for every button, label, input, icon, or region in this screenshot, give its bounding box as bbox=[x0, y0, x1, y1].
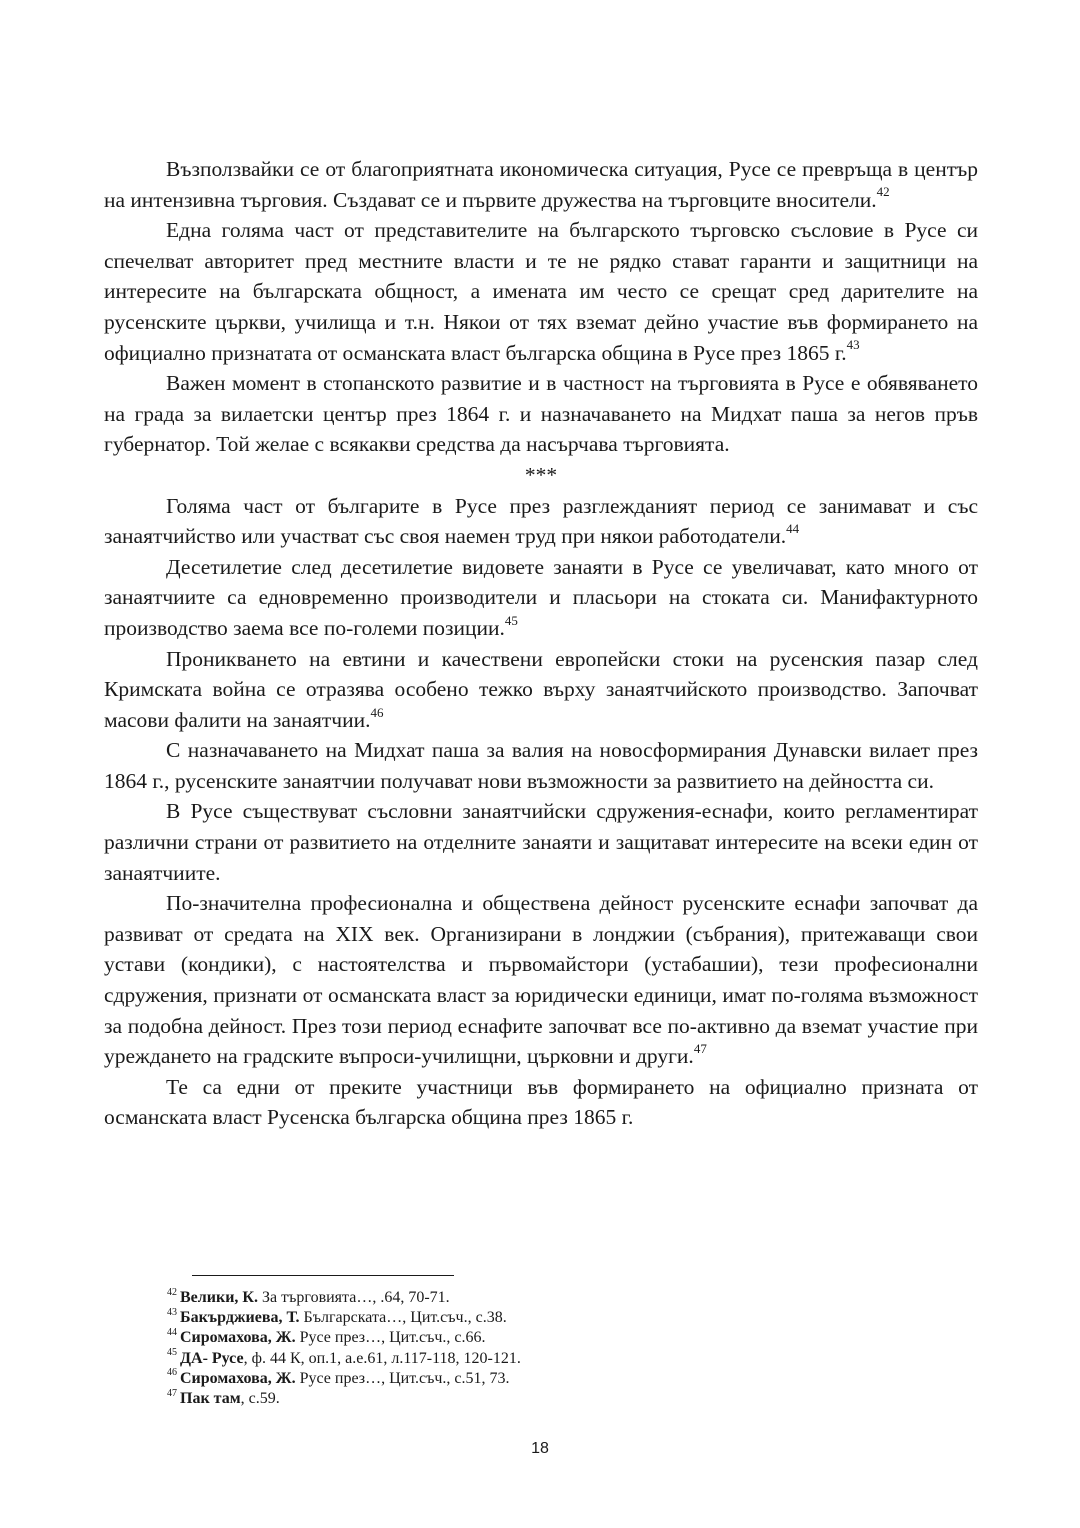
footnote-ref: 44 bbox=[786, 520, 800, 536]
footnote-divider bbox=[192, 1275, 454, 1276]
paragraph bbox=[104, 368, 978, 460]
body-text bbox=[104, 154, 978, 1133]
footnote-text: Русе през…, Цит.съч., с.66. bbox=[295, 1329, 486, 1347]
paragraph-text: Проникването на евтини и качествени европейски стоки на русенския пазар след Кримската война се отразява особено тежко върху занаятчийското производство. Започват масови фалити на занаятчии. bbox=[104, 646, 978, 732]
footnote-ref: 45 bbox=[504, 612, 518, 628]
paragraph bbox=[104, 644, 978, 736]
paragraph bbox=[104, 491, 978, 552]
paragraph bbox=[104, 552, 978, 644]
footnotes bbox=[167, 1288, 967, 1409]
footnote-author: Велики, К. bbox=[180, 1289, 259, 1306]
footnote-number: 42 bbox=[167, 1286, 177, 1298]
paragraph-text: Една голяма част от представителите на българското търговско съсловие в Русе си спечелват авторитет пред местните власти и те не рядко стават гаранти и защитници на интересите на българската общност, а имената им често се срещат сред дарителите на русенските църкви, училища и т.н. Някои от тях вземат дейно участие във формирането на официално признатата от османската власт българска община в Русе през 1865 г. bbox=[104, 218, 978, 365]
footnote-ref: 43 bbox=[846, 337, 860, 353]
footnote-ref: 46 bbox=[370, 704, 384, 720]
paragraph-text: В Русе съществуват съсловни занаятчийски сдружения-еснафи, които регламентират различни страни от развитието на отделните занаяти и защитават интересите на всеки един от занаятчиите. bbox=[104, 799, 978, 885]
footnote-author: Сиромахова, Ж. bbox=[180, 1369, 296, 1387]
footnote-author: Сиромахова, Ж. bbox=[180, 1329, 296, 1347]
footnote-author: ДА- Русе bbox=[180, 1349, 244, 1367]
footnote bbox=[167, 1389, 967, 1409]
paragraph-text: Важен момент в стопанското развитие и в частност на търговията в Русе е обявяването на града за вилаетски център през 1864 г. и назначаването на Мидхат паша за негов пръв губернатор. Той желае с всякакви средства да насърчава търговията. bbox=[104, 371, 978, 457]
section-separator: *** bbox=[524, 462, 558, 487]
paragraph-text: Възползвайки се от благоприятната икономическа ситуация, Русе се превръща в център на интензивна търговия. Създават се и първите дружества на търговците вносители. bbox=[104, 157, 978, 212]
footnote-text: , ф. 44 К, оп.1, а.е.61, л.117-118, 120-121. bbox=[243, 1349, 521, 1367]
paragraph bbox=[104, 796, 978, 888]
footnote-author: Пак там bbox=[180, 1390, 241, 1408]
footnote-author: Бакърджиева, Т. bbox=[180, 1309, 300, 1327]
footnote bbox=[167, 1349, 967, 1369]
footnote bbox=[167, 1369, 967, 1389]
footnote-text: Русе през…, Цит.съч., с.51, 73. bbox=[295, 1369, 510, 1387]
paragraph-text: Голяма част от българите в Русе през разглежданият период се занимават и със занаятчийство или участват със своя наемен труд при някои работодатели. bbox=[104, 493, 978, 549]
paragraph-text: Десетилетие след десетилетие видовете занаяти в Русе се увеличават, като много от занаятчиите са едновременно производители и пласьори на стоката си. Манифактурното производство заема все по-големи позиции. bbox=[104, 554, 978, 640]
footnote-ref: 47 bbox=[693, 1041, 707, 1057]
page-number: 18 bbox=[531, 1440, 549, 1457]
paragraph bbox=[104, 154, 978, 215]
footnote-text: За търговията…, .64, 70-71. bbox=[258, 1289, 450, 1306]
footnote-text: Българската…, Цит.съч., с.38. bbox=[299, 1309, 507, 1327]
footnote-number: 47 bbox=[167, 1387, 177, 1399]
footnote-number: 45 bbox=[167, 1347, 177, 1359]
footnote bbox=[167, 1288, 967, 1308]
footnote bbox=[167, 1308, 967, 1328]
footnote-number: 43 bbox=[167, 1306, 177, 1318]
footnote-number: 44 bbox=[167, 1327, 177, 1339]
paragraph bbox=[104, 1072, 978, 1133]
paragraph-text: По-значителна професионална и обществена дейност русенските еснафи започват да развиват от средата на XIX век. Организирани в лонджии (събрания), притежаващи свои устави (кондики), с настоятелства и първомайстори (устабашии), тези професионални сдружения, признати от османската власт за юридически единици, имат по-голяма възможност за подобна дейност. През този период еснафите започват все по-активно да вземат участие при уреждането на градските въпроси-училищни, църковни и други. bbox=[104, 891, 978, 1069]
paragraph bbox=[104, 735, 978, 796]
footnote-text: , с.59. bbox=[240, 1390, 280, 1408]
footnote bbox=[167, 1328, 967, 1348]
footnote-ref: 42 bbox=[876, 184, 890, 200]
footnote-number: 46 bbox=[167, 1367, 177, 1379]
paragraph bbox=[104, 215, 978, 368]
paragraph-text: С назначаването на Мидхат паша за валия на новосформирания Дунавски вилает през 1864 г., русенските занаятчии получават нови възможности за развитието на дейността си. bbox=[104, 738, 978, 793]
paragraph-text: Те са едни от преките участници във формирането на официално призната от османската власт Русенска българска община през 1865 г. bbox=[104, 1074, 978, 1130]
paragraph bbox=[104, 888, 978, 1072]
